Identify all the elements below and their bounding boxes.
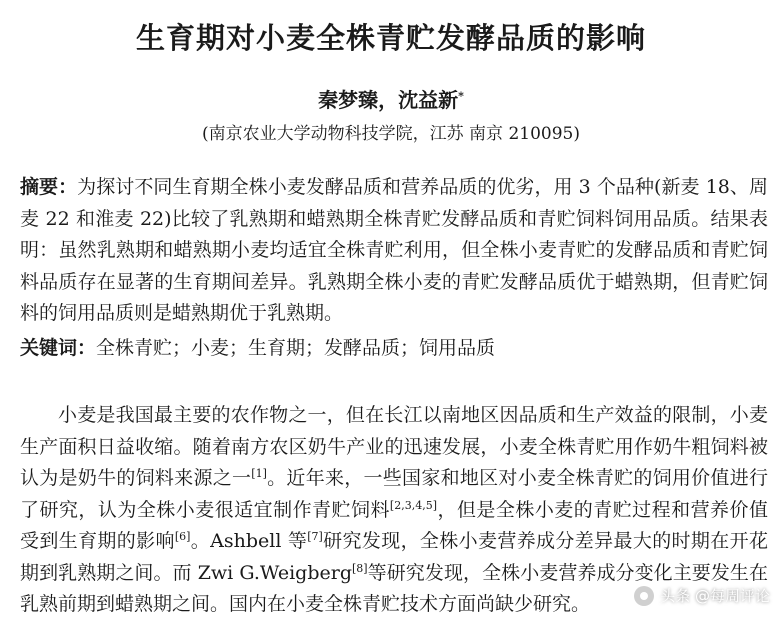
keywords-label: 关键词： [20,337,97,359]
paper-authors [0,84,782,113]
intro-text-4: 。Ashbell 等 [190,530,308,552]
keywords [20,333,768,365]
affiliation: (南京农业大学动物科技学院，江苏 南京 210095) [202,124,580,144]
watermark [634,585,770,606]
intro-text-2: 。近年来，一些国家和地区对小麦全株青贮的饲用价值进行了研究，认为全株小麦很适宜制作青贮饲料 [20,467,768,521]
author-names: 秦梦臻，沈益新 [318,88,459,112]
keywords-text: 全株青贮；小麦；生育期；发酵品质；饲用品质 [96,337,496,359]
intro-text-1: 小麦是我国最主要的农作物之一，但在长江以南地区因品质和生产效益的限制，小麦生产面积日益收缩。随着南方农区奶牛产业的迅速发展，小麦全株青贮用作奶牛粗饲料被认为是奶牛的饲料来源之一 [20,404,768,489]
citation-ref: [6] [174,530,191,543]
abstract-label: 摘要： [20,176,78,198]
author-mark: * [458,89,464,103]
paper-title: 生育期对小麦全株青贮发酵品质的影响 [135,21,646,55]
abstract [20,172,768,330]
watermark-text: 头条 @每周评论 [660,587,770,605]
abstract-text: 为探讨不同生育期全株小麦发酵品质和营养品质的优劣，用 3 个品种(新麦 18、周麦 22 和淮麦 22)比较了乳熟期和蜡熟期全株青贮发酵品质和青贮饲料饲用品质。结果表明：虽然乳熟期和蜡熟期小麦均适宜全株青贮利用，但全株小麦青贮的发酵品质和青贮饲料品质存在显著的生育期间差异。乳熟期全株小麦的青贮发酵品质优于蜡熟期，但青贮饲料的饲用品质则是蜡熟期优于乳熟期。 [20,176,768,324]
citation-ref: [7] [307,530,323,543]
citation-ref: [1] [251,467,267,480]
intro-text-5: 研究发现，全株小麦营养成分差异最大的时期在开花期到乳熟期之间。而 Zwi G.Weigberg [20,530,768,584]
citation-ref: [8] [352,561,368,575]
intro-text-3: ，但是全株小麦的青贮过程和营养价值受到生育期的影响 [20,498,768,552]
citation-ref: [2,3,4,5] [389,498,437,512]
intro-text-6: 等研究发现，全株小麦营养成分变化主要发生在乳熟前期到蜡熟期之间。国内在小麦全株青贮技术方面尚缺少研究。 [20,561,768,615]
watermark-logo-icon [634,586,654,606]
